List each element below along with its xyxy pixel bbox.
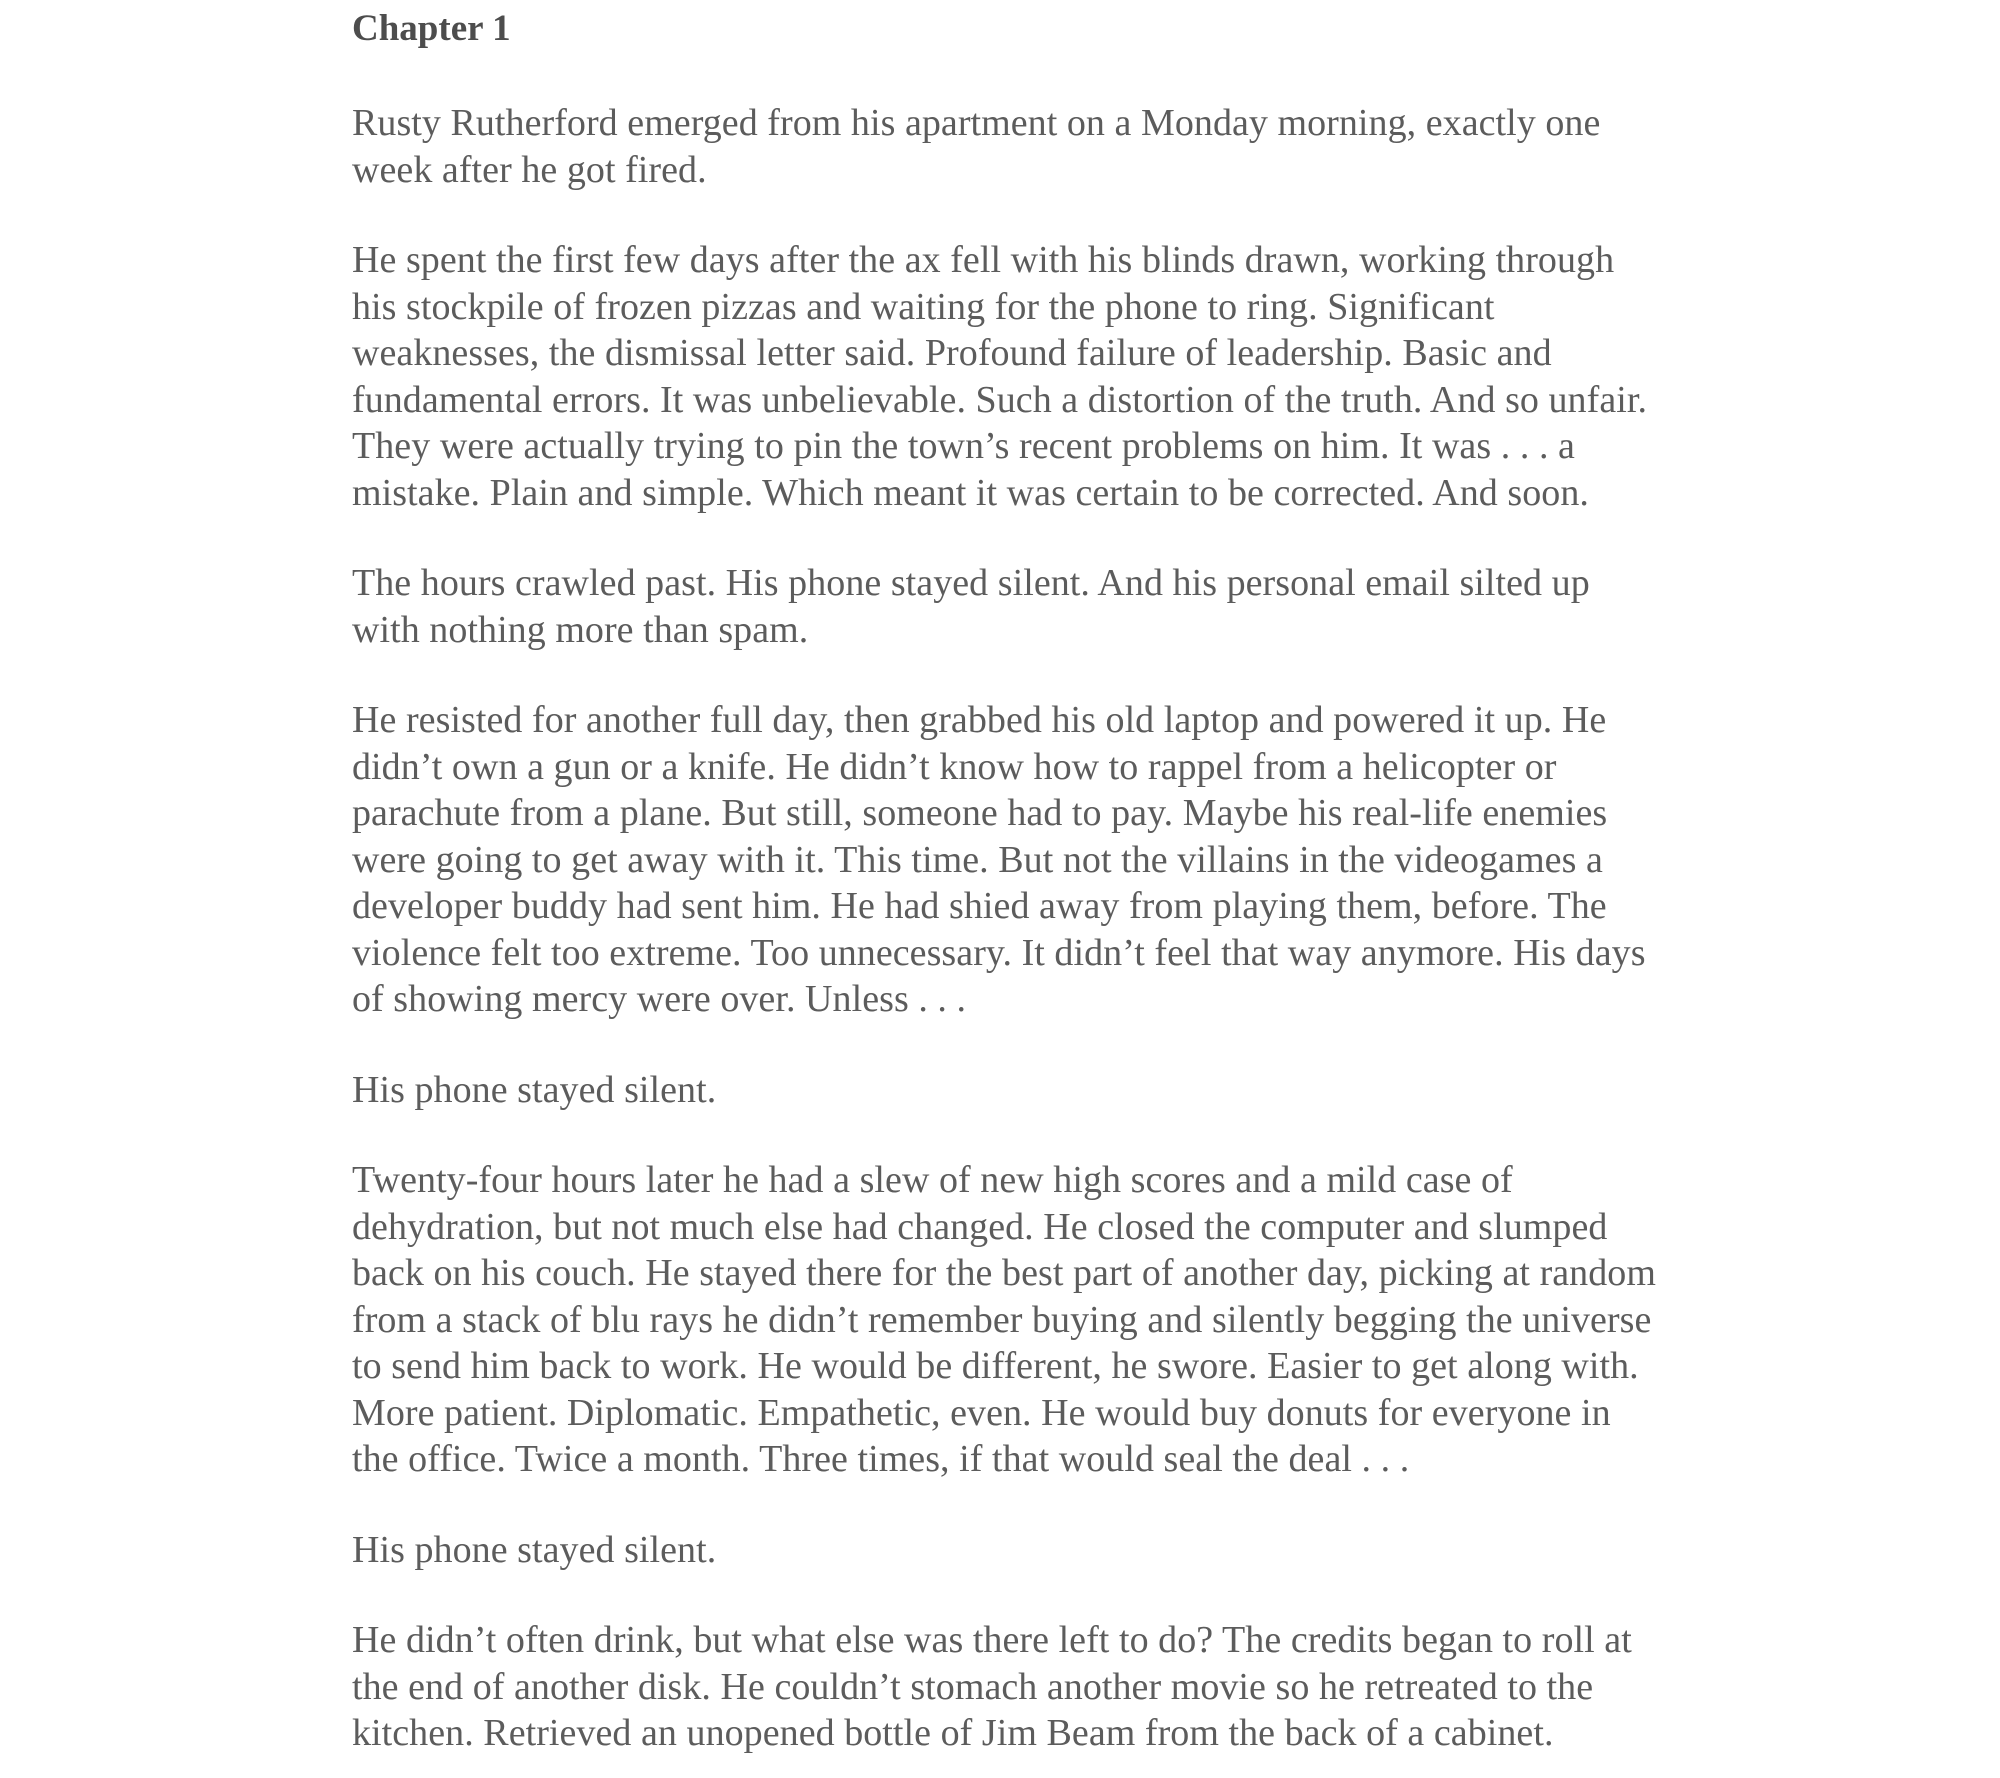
body-paragraph: His phone stayed silent.: [352, 1068, 717, 1111]
body-paragraph: His phone stayed silent.: [352, 1528, 717, 1571]
body-paragraph: He didn’t often drink, but what else was there left to do? The credits began to roll at the end of another disk. He couldn’t stomach another movie so he retreated to the kitchen. Retrieved an unopened bottle of Jim Beam from the back of a cabinet.: [352, 1619, 1632, 1754]
body-paragraph: He resisted for another full day, then grabbed his old laptop and powered it up. He didn’t own a gun or a knife. He didn’t know how to rappel from a helicopter or parachute from a plane. But still, someone had to pay. Maybe his real-life enemies were going to get away with it. This time. But not the villains in the videogames a developer buddy had sent him. He had shied away from playing them, before. The violence felt too extreme. Too unnecessary. It didn’t feel that way anymore. His days of showing mercy were over. Unless . . .: [352, 699, 1646, 1020]
chapter-heading: Chapter 1: [352, 8, 511, 49]
body-paragraph: The hours crawled past. His phone stayed silent. And his personal email silted up with nothing more than spam.: [352, 562, 1590, 651]
document-text-column: [352, 0, 1662, 1757]
body-paragraph: Rusty Rutherford emerged from his apartment on a Monday morning, exactly one week after he got fired.: [352, 102, 1601, 191]
body-paragraph: He spent the first few days after the ax fell with his blinds drawn, working through his stockpile of frozen pizzas and waiting for the phone to ring. Significant weaknesses, the dismissal letter said. Profound failure of leadership. Basic and fundamental errors. It was unbelievable. Such a distortion of the truth. And so unfair. They were actually trying to pin the town’s recent problems on him. It was . . . a mistake. Plain and simple. Which meant it was certain to be corrected. And soon.: [352, 239, 1647, 514]
body-paragraph: Twenty-four hours later he had a slew of new high scores and a mild case of dehydration, but not much else had changed. He closed the computer and slumped back on his couch. He stayed there for the best part of another day, picking at random from a stack of blu rays he didn’t remember buying and silently begging the universe to send him back to work. He would be different, he swore. Easier to get along with. More patient. Diplomatic. Empathetic, even. He would buy donuts for everyone in the office. Twice a month. Three times, if that would seal the deal . . .: [352, 1159, 1656, 1480]
